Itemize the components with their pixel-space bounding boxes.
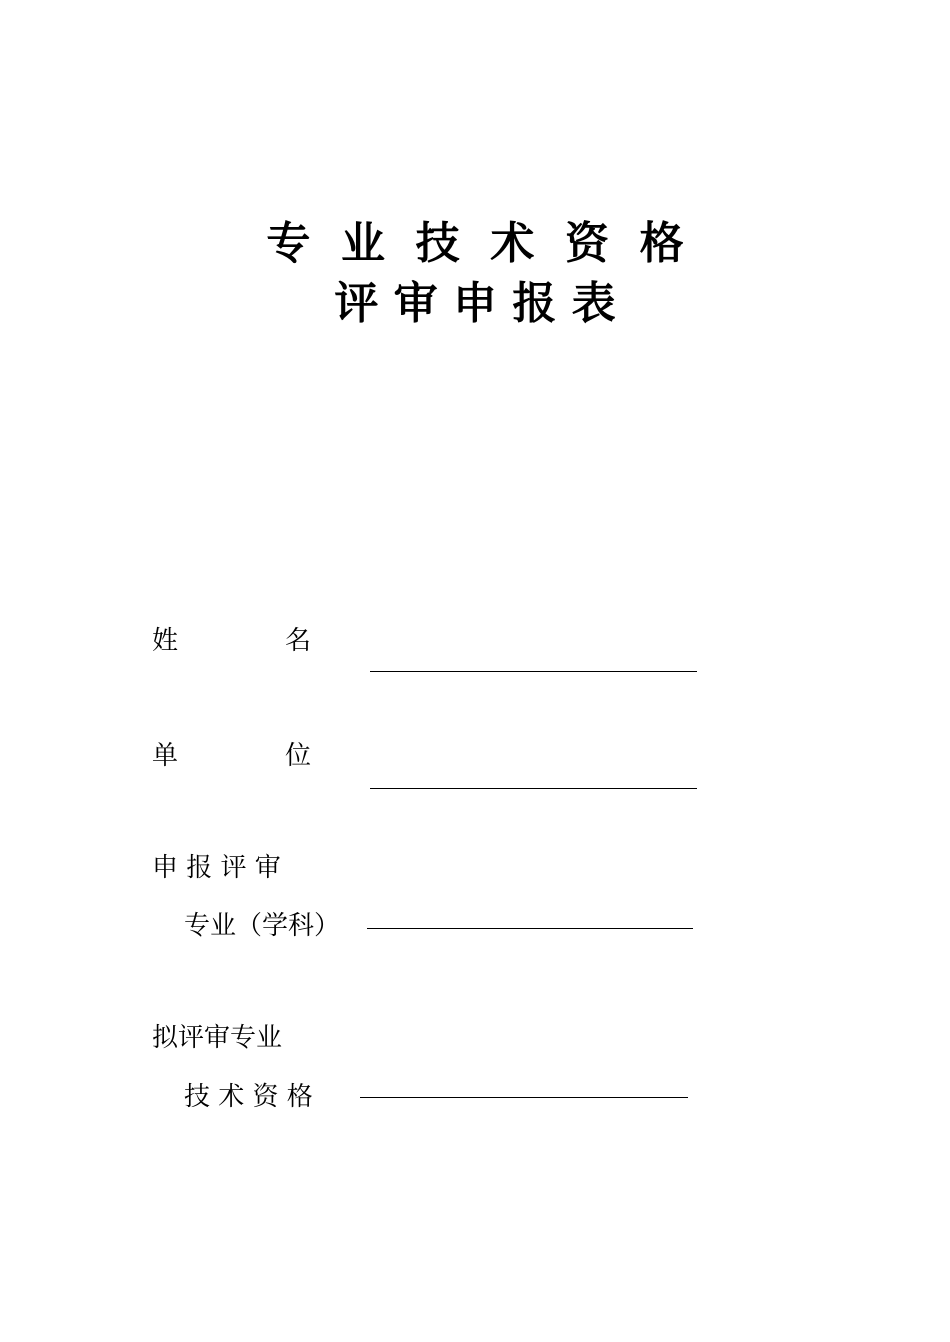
qualification-label-line-2: 技 术 资 格 bbox=[184, 1082, 313, 1112]
unit-label-right: 位 bbox=[285, 741, 312, 771]
name-label-right: 名 bbox=[285, 626, 312, 656]
qualification-field-line[interactable] bbox=[360, 1097, 688, 1098]
specialty-field-line[interactable] bbox=[367, 928, 693, 929]
qualification-label-line-1: 拟评审专业 bbox=[152, 1023, 283, 1053]
unit-field-line[interactable] bbox=[370, 788, 697, 789]
specialty-label-line-1: 申 报 评 审 bbox=[152, 853, 281, 883]
unit-label-left: 单 bbox=[152, 741, 179, 771]
name-label-left: 姓 bbox=[152, 626, 179, 656]
specialty-label-line-2: 专业（学科） bbox=[184, 911, 341, 941]
document-title-line-1: 专 业 技 术 资 格 bbox=[266, 218, 684, 269]
document-title-line-2: 评 审 申 报 表 bbox=[334, 278, 616, 329]
name-field-line[interactable] bbox=[370, 671, 697, 672]
